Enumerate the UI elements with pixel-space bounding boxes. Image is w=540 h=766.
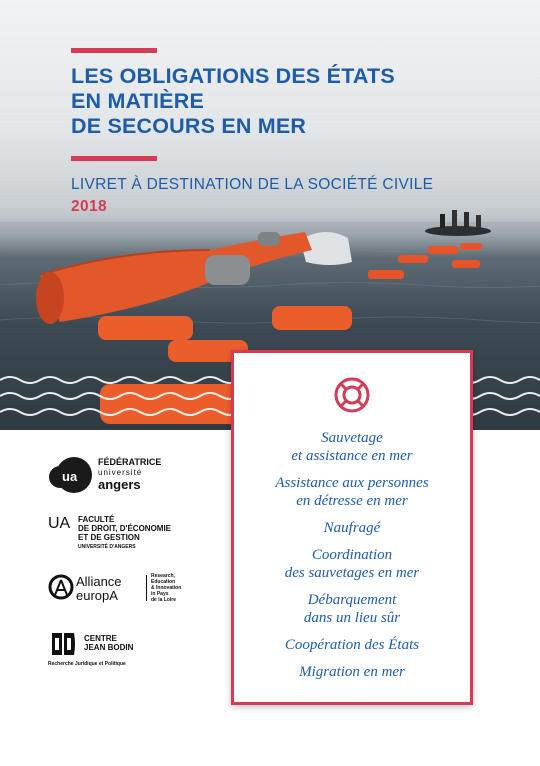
topic-line: Sauvetage [321,430,383,446]
title-line: EN MATIÈRE [71,89,204,113]
topic-line: Naufragé [323,520,381,536]
topic-line: Débarquement [307,592,397,608]
logo-text: CENTRE [84,634,117,643]
topic-line: dans un lieu sûr [303,610,401,626]
logo-text: université [98,468,143,477]
title-line: DE SECOURS EN MER [71,114,307,138]
logo-faculte [48,515,198,555]
logo-text: FÉDÉRATRICE [98,457,162,467]
logo-text: in Pays [151,591,169,597]
logo-text: Alliance [76,574,122,589]
logo-text: DE DROIT, D'ÉCONOMIE [78,524,172,533]
logo-centre-jean-bodin [48,629,198,669]
topic-item [234,519,470,537]
ua-mark-text: ua [62,469,78,484]
logo-text: europA [76,588,118,603]
top-accent-rule [71,48,157,53]
logo-text: Recherche Juridique et Politique [48,661,126,667]
logo-text: angers [98,477,141,492]
bodin-logo-mark [48,629,78,659]
cover-year: 2018 [71,198,108,215]
topic-item [234,636,470,654]
topic-line: et assistance en mer [291,448,413,464]
logo-ua-federatrice [48,455,178,495]
topic-line: des sauvetages en mer [284,565,420,581]
logo-text: Research, [151,573,175,579]
topic-item [234,429,470,465]
topic-line: Assistance aux personnes [275,475,429,491]
topic-line: Coopération des États [284,637,420,653]
logo-text: ET DE GESTION [78,533,140,542]
topic-line: en détresse en mer [296,493,408,509]
topic-line: Migration en mer [299,664,405,680]
raft-tube [36,232,312,324]
topics-card [231,350,473,705]
topic-line: Coordination [311,547,393,563]
logo-text: JEAN BODIN [84,643,134,652]
logo-text: Education [151,579,176,585]
topic-item [234,474,470,510]
logo-text: UNIVERSITÉ D'ANGERS [78,544,136,550]
alliance-side-text [151,573,181,603]
topic-item [234,546,470,582]
logo-text: FACULTÉ [78,515,115,524]
logo-alliance-europa [48,573,198,609]
cover-title [71,64,471,139]
title-line: LES OBLIGATIONS DES ÉTATS [71,64,395,88]
topic-item [234,663,470,681]
logo-text: & Innovation [151,585,182,591]
bottom-accent-rule [71,156,157,161]
topics-list [234,429,470,690]
topic-item [234,591,470,627]
logo-divider [146,575,147,601]
lifebuoy-icon [332,375,372,415]
faculte-mark-text: UA [48,515,71,532]
alliance-logo-mark [48,573,74,601]
logo-text: de la Loire [151,597,177,603]
cover-subtitle: LIVRET À DESTINATION DE LA SOCIÉTÉ CIVILE [71,176,434,193]
